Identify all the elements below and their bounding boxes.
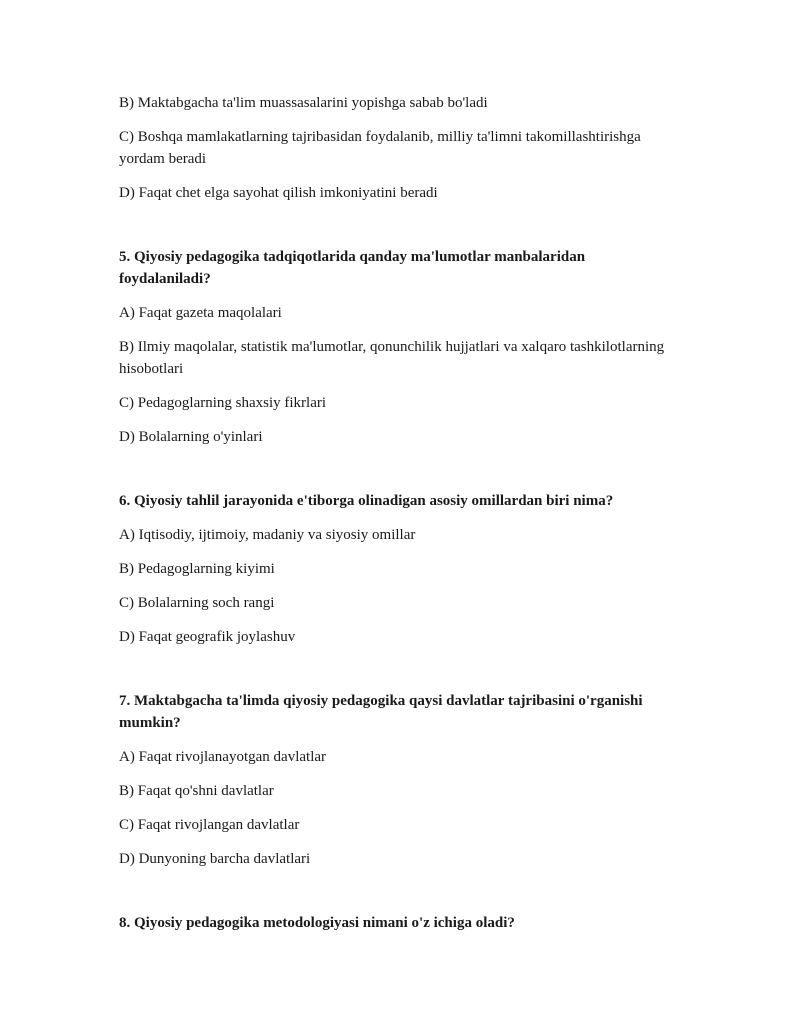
question-block-4-continued <box>119 92 679 204</box>
option-a: A) Iqtisodiy, ijtimoiy, madaniy va siyosiy omillar <box>119 527 416 543</box>
document-content <box>119 92 679 946</box>
option-c: C) Bolalarning soch rangi <box>119 595 275 611</box>
question-block-8 <box>119 912 679 934</box>
question-block-7 <box>119 690 679 870</box>
option-b: B) Pedagoglarning kiyimi <box>119 561 275 577</box>
spacer <box>119 460 679 490</box>
option-b: B) Ilmiy maqolalar, statistik ma'lumotlar, qonunchilik hujjatlari va xalqaro tashkilotlarning hisobotlari <box>119 339 665 377</box>
option-a: A) Faqat gazeta maqolalari <box>119 305 282 321</box>
question-text: 7. Maktabgacha ta'limda qiyosiy pedagogika qaysi davlatlar tajribasini o'rganishi mumkin? <box>119 693 643 731</box>
option-c: C) Faqat rivojlangan davlatlar <box>119 817 300 833</box>
option-d: D) Dunyoning barcha davlatlari <box>119 851 311 867</box>
question-block-6 <box>119 490 679 648</box>
option-c: C) Boshqa mamlakatlarning tajribasidan foydalanib, milliy ta'limni takomillashtirishga yordam beradi <box>119 129 641 167</box>
spacer <box>119 660 679 690</box>
spacer <box>119 882 679 912</box>
question-text: 8. Qiyosiy pedagogika metodologiyasi nimani o'z ichiga oladi? <box>119 915 515 931</box>
option-d: D) Faqat chet elga sayohat qilish imkoniyatini beradi <box>119 185 438 201</box>
option-a: A) Faqat rivojlanayotgan davlatlar <box>119 749 327 765</box>
question-text: 5. Qiyosiy pedagogika tadqiqotlarida qanday ma'lumotlar manbalaridan foydalaniladi? <box>119 249 586 287</box>
option-b: B) Faqat qo'shni davlatlar <box>119 783 274 799</box>
option-d: D) Bolalarning o'yinlari <box>119 429 263 445</box>
spacer <box>119 216 679 246</box>
option-c: C) Pedagoglarning shaxsiy fikrlari <box>119 395 327 411</box>
question-text: 6. Qiyosiy tahlil jarayonida e'tiborga olinadigan asosiy omillardan biri nima? <box>119 493 614 509</box>
question-block-5 <box>119 246 679 448</box>
option-b: B) Maktabgacha ta'lim muassasalarini yopishga sabab bo'ladi <box>119 95 488 111</box>
option-d: D) Faqat geografik joylashuv <box>119 629 296 645</box>
